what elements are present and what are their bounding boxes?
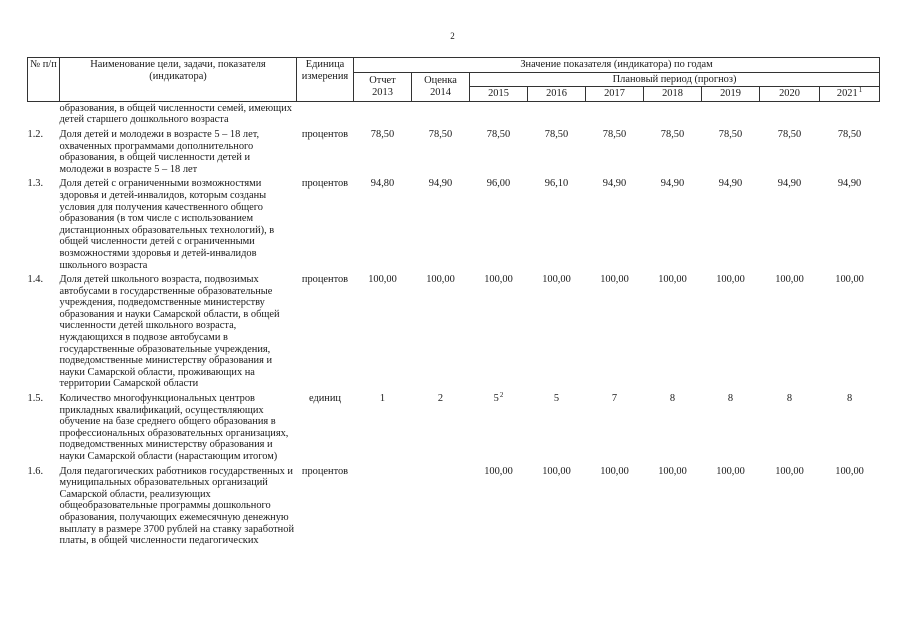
row-value: 78,50 xyxy=(837,128,862,140)
table-row xyxy=(28,390,880,463)
row-value: 94,90 xyxy=(718,178,743,190)
row-value xyxy=(702,101,760,126)
row-value: 8 xyxy=(669,393,676,405)
footnote-marker: 2 xyxy=(499,391,504,400)
row-value: 94,90 xyxy=(428,178,453,190)
header-report-year: 2013 xyxy=(372,86,393,98)
row-value-text: 5 xyxy=(493,393,499,405)
row-value: 78,50 xyxy=(486,128,511,140)
row-value: 8 xyxy=(727,393,734,405)
header-report-label: Отчет xyxy=(369,75,396,87)
table-body xyxy=(28,101,880,546)
row-value: 100,00 xyxy=(542,274,571,286)
row-number: 1.5. xyxy=(27,393,44,405)
row-value xyxy=(760,101,820,126)
row-value: 100,00 xyxy=(484,274,513,286)
row-value: 78,50 xyxy=(660,128,685,140)
row-value: 78,50 xyxy=(544,128,569,140)
row-value: 78,50 xyxy=(370,128,395,140)
row-value: 100,00 xyxy=(368,274,397,286)
row-value: 100,00 xyxy=(426,274,455,286)
table-row xyxy=(28,126,880,175)
row-value: 1 xyxy=(379,393,386,405)
row-value xyxy=(412,463,470,547)
header-unit: Единица измерения xyxy=(297,58,354,102)
row-name: Доля педагогических работников государственных и муниципальных образовательных организаций Самарской области, реализующих общеобразовательные программы дошкольного образования, получающих ежемесячную денежную выплату в размере 3700 рублей на ставку заработной платы, в общей численности педагогических xyxy=(59,465,294,547)
header-plan-year: 2019 xyxy=(702,87,760,102)
row-value: 78,50 xyxy=(777,128,802,140)
row-value xyxy=(470,390,528,463)
header-name: Наименование цели, задачи, показателя (индикатора) xyxy=(60,58,297,102)
row-number: 1.4. xyxy=(27,274,44,286)
row-value: 94,90 xyxy=(660,178,685,190)
row-value xyxy=(528,101,586,126)
row-number xyxy=(28,101,60,126)
row-value: 78,50 xyxy=(428,128,453,140)
row-value: 100,00 xyxy=(775,274,804,286)
row-value: 94,90 xyxy=(602,178,627,190)
row-name: Количество многофункциональных центров прикладных квалификаций, осуществляющих обучение на базе среднего общего образования в профессиональных образовательных организациях, подведомственных министерству образования и науки Самарской области (нарастающим итогом) xyxy=(59,393,289,462)
row-value xyxy=(470,101,528,126)
row-value: 100,00 xyxy=(600,465,629,477)
row-unit: единиц xyxy=(308,393,341,405)
row-value: 100,00 xyxy=(484,465,513,477)
row-unit xyxy=(297,101,354,126)
row-value: 5 xyxy=(553,393,560,405)
header-estimate-label: Оценка xyxy=(424,75,457,87)
header-plan-year: 2017 xyxy=(586,87,644,102)
row-value xyxy=(644,101,702,126)
header-plan-year: 2020 xyxy=(760,87,820,102)
header-plan-year-last xyxy=(820,87,880,102)
row-value: 100,00 xyxy=(542,465,571,477)
header-plan-year-text: 2021 xyxy=(836,88,858,100)
row-value: 78,50 xyxy=(718,128,743,140)
row-value: 100,00 xyxy=(835,274,864,286)
row-value: 100,00 xyxy=(658,465,687,477)
page-number: 2 xyxy=(450,31,455,41)
row-value: 96,10 xyxy=(544,178,569,190)
row-value xyxy=(586,101,644,126)
header-plan-year: 2015 xyxy=(470,87,528,102)
table-row xyxy=(28,175,880,271)
row-unit: процентов xyxy=(301,128,349,140)
row-value: 94,90 xyxy=(837,178,862,190)
row-unit: процентов xyxy=(301,274,349,286)
header-plan-year: 2018 xyxy=(644,87,702,102)
header-values-group: Значение показателя (индикатора) по годам xyxy=(354,58,880,73)
row-number: 1.2. xyxy=(27,128,44,140)
table-row xyxy=(28,463,880,547)
row-name: Доля детей и молодежи в возрасте 5 – 18 лет, охваченных программами дополнительного образования, в общей численности детей и молодежи в возрасте 5 – 18 лет xyxy=(59,128,260,175)
row-name: Доля детей школьного возраста, подвозимых автобусами в государственные образовательные учреждения, подведомственные министерству образования и науки Самарской области, в общей численности детей школьного возраста, нуждающихся в подвозе автобусами в государственные образовательные учреждения, подведомственные министерству образования и науки Самарской области, проживающих на территории Самарской области xyxy=(59,274,280,390)
row-value: 7 xyxy=(611,393,618,405)
row-name: образования, в общей численности семей, имеющих детей старшего дошкольного возраста xyxy=(59,102,292,126)
table-header xyxy=(28,58,880,102)
row-number: 1.3. xyxy=(27,178,44,190)
header-estimate xyxy=(412,72,470,101)
row-value xyxy=(820,101,880,126)
row-name: Доля детей с ограниченными возможностями здоровья и детей-инвалидов, которым созданы условия для получения качественного общего образования (в том числе с использованием дистанционных образовательных технологий), в общей численности детей с ограниченными возможностями здоровья и детей-инвалидов школьного возраста xyxy=(59,178,275,271)
row-value: 2 xyxy=(437,393,444,405)
footnote-marker: 1 xyxy=(858,86,863,95)
row-value: 100,00 xyxy=(716,465,745,477)
row-value: 100,00 xyxy=(716,274,745,286)
row-value: 100,00 xyxy=(835,465,864,477)
row-value: 100,00 xyxy=(658,274,687,286)
header-plan-group: Плановый период (прогноз) xyxy=(470,72,880,87)
row-value xyxy=(354,101,412,126)
indicator-table xyxy=(27,57,880,547)
row-value: 96,00 xyxy=(486,178,511,190)
row-unit: процентов xyxy=(301,178,349,190)
header-num: № п/п xyxy=(28,58,60,102)
row-value: 8 xyxy=(786,393,793,405)
row-value xyxy=(412,101,470,126)
table-row xyxy=(28,271,880,390)
table-row xyxy=(28,101,880,126)
row-value: 78,50 xyxy=(602,128,627,140)
header-estimate-year: 2014 xyxy=(430,86,451,98)
header-plan-year: 2016 xyxy=(528,87,586,102)
row-value: 100,00 xyxy=(775,465,804,477)
row-value: 94,90 xyxy=(777,178,802,190)
row-unit: процентов xyxy=(301,465,349,477)
header-report xyxy=(354,72,412,101)
row-value: 94,80 xyxy=(370,178,395,190)
row-number: 1.6. xyxy=(27,465,44,477)
header-row-1 xyxy=(28,58,880,73)
row-value: 8 xyxy=(846,393,853,405)
row-value: 100,00 xyxy=(600,274,629,286)
row-value xyxy=(354,463,412,547)
